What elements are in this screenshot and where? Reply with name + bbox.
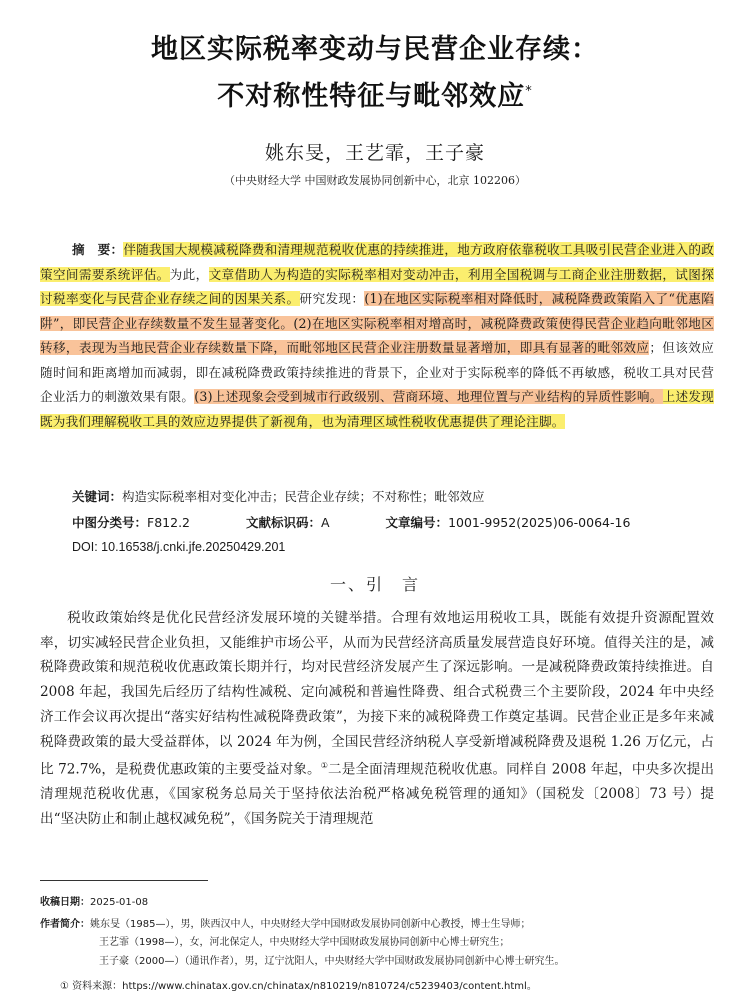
title-line2-text: 不对称性特征与毗邻效应 [217,81,526,112]
author-bio-label: 作者简介： [40,919,90,930]
author-bio-3: 王子豪（2000—）（通讯作者），男，辽宁沈阳人，中央财经大学中国财政发展协同创新中心博士研究生。 [99,956,565,967]
abstract-text-2: 为此， [169,266,209,282]
title-footnote-mark: * [525,84,533,99]
section-heading: 一、引 言 [329,575,420,594]
abstract-highlight-1: 伴随我国大规模减税降费和清理规范税收优惠的持续推进，地方政府依靠税收工具吸引民营企业进入的政策空间需要系统评估。 [40,242,714,282]
abstract-finding-3: (3)上述现象会受到城市行政级别、营商环境、地理位置与产业结构的异质性影响。 [194,389,663,404]
article-number-value: 1001-9952(2025)06-0064-16 [448,515,631,530]
doc-code-label: 文献标识码： [245,515,321,530]
footnote-ref: ① [320,761,329,771]
paper-title-line1 [0,27,750,66]
paper-title-line2 [0,74,750,113]
abstract-highlight-9: 上述发现既为我们理解税收工具的效应边界提供了新视角，也为清理区域性税收优惠提供了理论注脚。 [40,389,714,429]
keywords-value: 构造实际税率相对变化冲击；民营企业存续；不对称性；毗邻效应 [122,489,485,504]
author-bio-2: 王艺霏（1998—），女，河北保定人，中央财经大学中国财政发展协同创新中心博士研究生； [99,937,510,948]
received-date [40,896,148,910]
abstract [40,238,714,434]
author-bio-1-text: 姚东旻（1985—），男，陕西汉中人，中央财经大学中国财政发展协同创新中心教授，博士生导师； [90,919,531,930]
clc-value: F812.2 [147,515,190,530]
clc-field [72,515,216,530]
article-number-field [386,515,657,530]
doi: DOI: 10.16538/j.cnki.jfe.20250429.201 [72,540,286,554]
abstract-highlight-3: 文章借助人为构造的实际税率相对变动冲击，利用全国税调与工商企业注册数据，试图探讨税率变化与民营企业存续之间的因果关系。 [40,266,715,306]
body-text-2: 二是全面清理规范税收优惠。同样自 2008 年起，中央多次提出清理规范税收优惠，《国家税务总局关于坚持依法治税严格减免税管理的通知》（国税发〔2008〕73 号）提出“坚决防止和制止越权减免税”，《国务院关于清理规范 [40,761,714,828]
source-footnote: ① 资料来源：https://www.chinatax.gov.cn/chinatax/n810219/n810724/c5239403/content.html。 [60,981,537,992]
footnote-divider [40,880,208,881]
received-label: 收稿日期： [40,897,90,908]
affiliation: （中央财经大学 中国财政发展协同创新中心，北京 102206） [224,174,526,187]
keywords [72,487,485,505]
author-list: 姚东旻，王艺霏，王子豪 [264,142,485,164]
keywords-label: 关键词： [72,489,123,504]
abstract-finding-2: (2)在地区实际税率相对增高时，减税降费政策使得民营企业趋向毗邻地区转移，表现为当地民营企业存续数量下降，而毗邻地区民营企业注册数量显著增加，即具有显著的毗邻效应 [40,315,714,355]
abstract-finding-1: (1)在地区实际税率相对降低时，减税降费政策陷入了“优惠陷阱”，即民营企业存续数量不发生显著变化。 [40,291,715,331]
abstract-text-4: 研究发现： [299,291,365,306]
author-bio-1 [40,918,530,932]
clc-label: 中图分类号： [72,515,148,530]
body-paragraph [40,606,714,832]
doc-code-value: A [321,515,330,530]
abstract-label: 摘 要： [72,242,124,257]
doc-code-field [246,515,356,530]
abstract-text-7: ；但该效应随时间和距离增加而减弱，即在减税降费政策持续推进的背景下，企业对于实际税率的降低不再敏感，税收工具对民营企业活力的刺激效果有限。 [40,340,714,404]
article-number-label: 文章编号： [385,515,449,530]
title-line1-text: 地区实际税率变动与民营企业存续： [151,34,599,65]
body-text-1: 税收政策始终是优化民营经济发展环境的关键举措。合理有效地运用税收工具，既能有效提升资源配置效率，切实减轻民营企业负担，又能维护市场公平，从而为民营经济高质量发展营造良好环境。值得关注的是，减税降费政策和规范税收优惠政策长期并行，均对民营经济发展产生了深远影响。一是减税降费政策持续推进。自 2008 年起，我国先后经历了结构性减税、定向减税和普遍性降费、组合式税费三个主要阶段，2024 年中央经济工作会议再次提出“落实好结构性减税降费政策”，为接下来的减税降费工作奠定基调。民营企业正是多年来减税降费政策的最大受益群体，以 2024 年为例，全国民营经济纳税人享受新增减税降费及退税 1.26 万亿元，占比 72.7%，是税费优惠政策的主要受益对象。 [40,610,714,778]
received-value: 2025-01-08 [90,897,149,908]
classification-line [72,513,682,531]
